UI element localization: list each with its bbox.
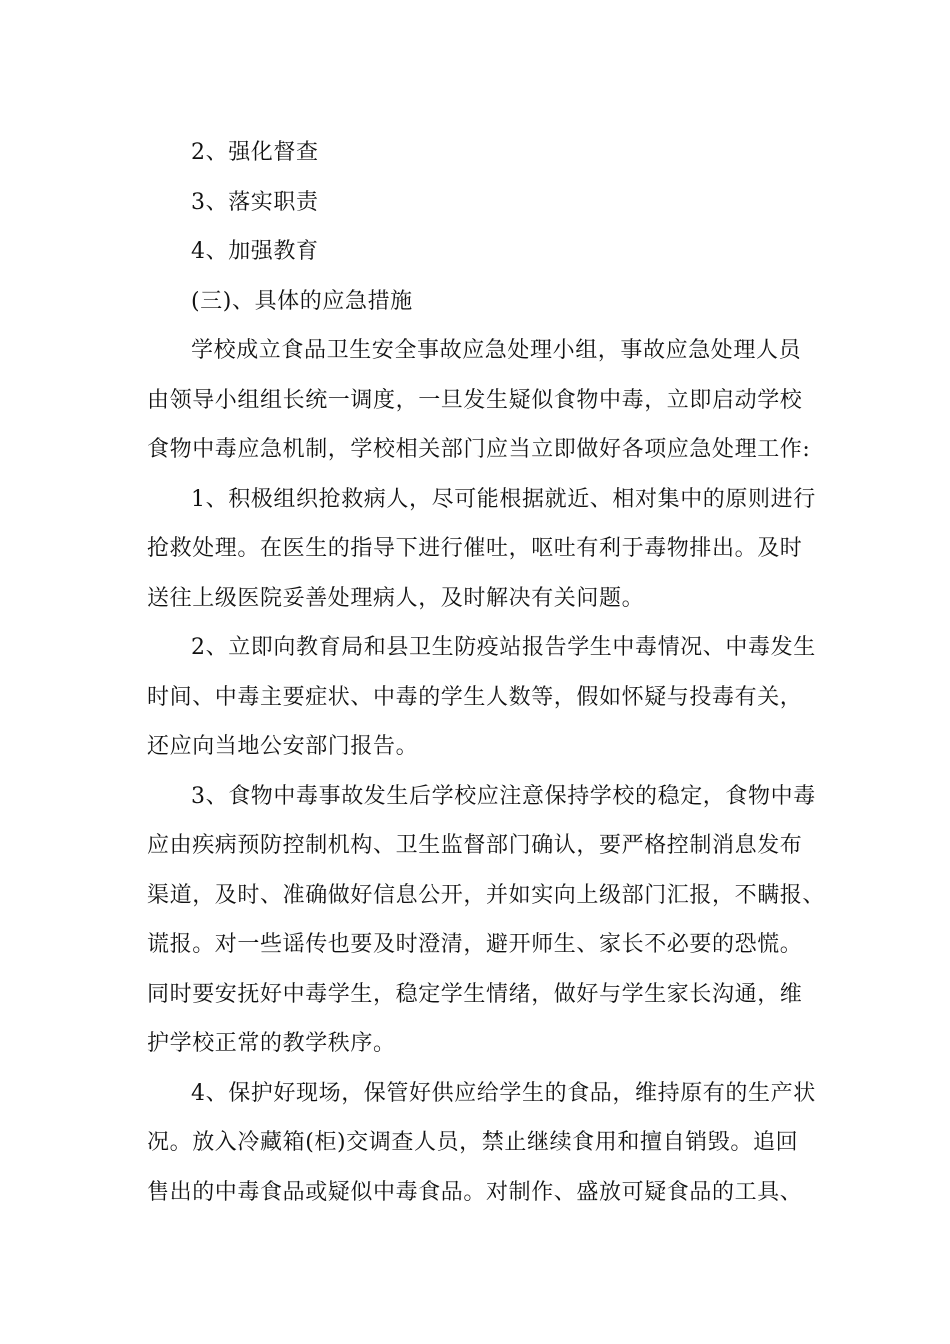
text-line: 同时要安抚好中毒学生，稳定学生情绪，做好与学生家长沟通，维 bbox=[147, 981, 803, 1007]
text-line: 2、强化督查 bbox=[191, 140, 319, 165]
text-line: 护学校正常的教学秩序。 bbox=[147, 1031, 396, 1056]
text-line: 4、保护好现场，保管好供应给学生的食品，维持原有的生产状 bbox=[191, 1080, 816, 1106]
text-line: 谎报。对一些谣传也要及时澄清，避开师生、家长不必要的恐慌。 bbox=[147, 932, 803, 957]
text-line: 抢救处理。在医生的指导下进行催吐，呕吐有利于毒物排出。及时 bbox=[147, 536, 803, 561]
text-line: 况。放入冷藏箱(柜)交调查人员，禁止继续食用和擅自销毁。追回 bbox=[147, 1130, 799, 1155]
document-body bbox=[147, 128, 826, 1217]
text-line: 学校成立食品卫生安全事故应急处理小组，事故应急处理人员 bbox=[191, 338, 802, 363]
text-line: 售出的中毒食品或疑似中毒食品。对制作、盛放可疑食品的工具、 bbox=[147, 1179, 803, 1205]
text-line: 送往上级医院妥善处理病人，及时解决有关问题。 bbox=[147, 585, 645, 611]
text-line: 2、立即向教育局和县卫生防疫站报告学生中毒情况、中毒发生 bbox=[191, 635, 816, 660]
text-line: 3、落实职责 bbox=[191, 189, 319, 215]
text-line: 1、积极组织抢救病人，尽可能根据就近、相对集中的原则进行 bbox=[191, 486, 816, 512]
text-line: 3、食物中毒事故发生后学校应注意保持学校的稳定，食物中毒 bbox=[191, 783, 816, 809]
section-heading: (三)、具体的应急措施 bbox=[191, 288, 413, 314]
text-line: 时间、中毒主要症状、中毒的学生人数等，假如怀疑与投毒有关， bbox=[147, 684, 803, 710]
text-line: 还应向当地公安部门报告。 bbox=[147, 734, 419, 759]
text-line: 食物中毒应急机制，学校相关部门应当立即做好各项应急处理工作: bbox=[147, 437, 811, 462]
text-line: 渠道，及时、准确做好信息公开，并如实向上级部门汇报，不瞒报、 bbox=[147, 882, 826, 908]
text-line: 由领导小组组长统一调度，一旦发生疑似食物中毒，立即启动学校 bbox=[147, 387, 803, 413]
text-line: 4、加强教育 bbox=[191, 239, 319, 264]
text-line: 应由疾病预防控制机构、卫生监督部门确认，要严格控制消息发布 bbox=[147, 833, 803, 858]
